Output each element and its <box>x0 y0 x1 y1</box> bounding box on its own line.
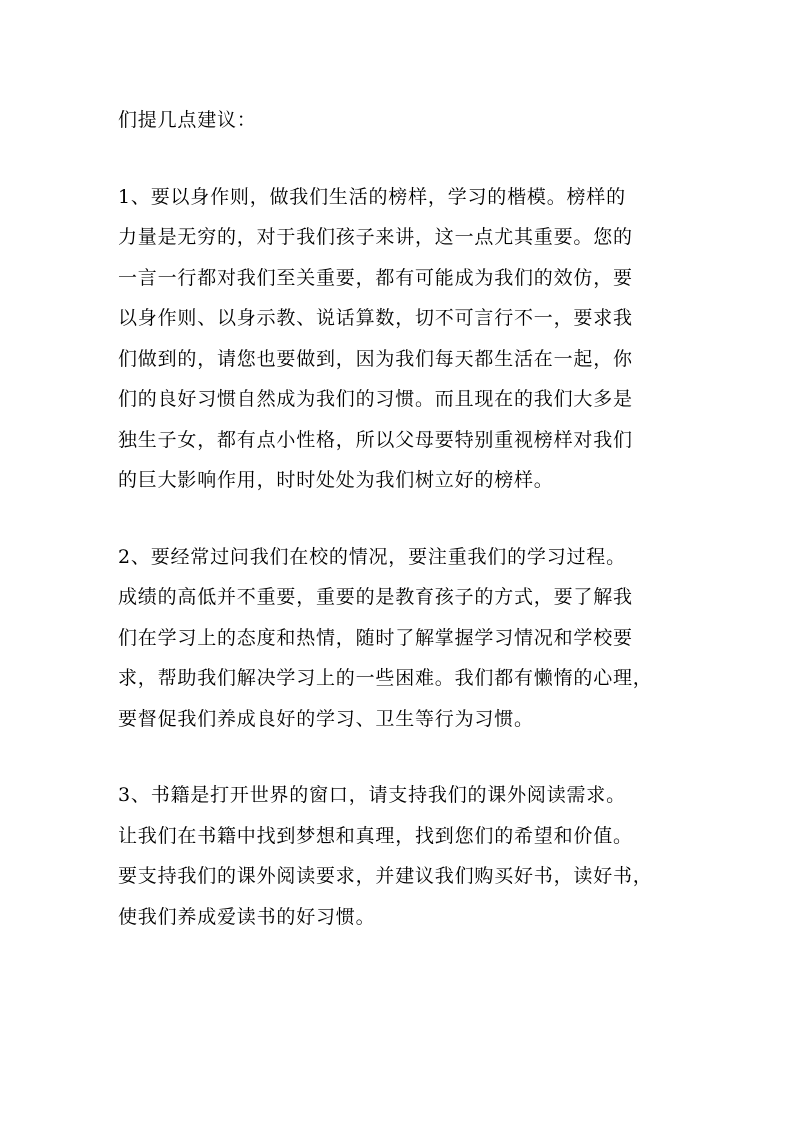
paragraph-gap <box>118 739 678 775</box>
text-line: 求，帮助我们解决学习上的一些困难。我们都有懒惰的心理， <box>118 667 653 689</box>
text-line: 3、书籍是打开世界的窗口，请支持我们的课外阅读需求。 <box>118 784 626 806</box>
document-body <box>118 100 678 937</box>
text-line: 以身作则、以身示教、说话算数，切不可言行不一，要求我 <box>118 307 633 329</box>
text-line: 让我们在书籍中找到梦想和真理，找到您们的希望和价值。 <box>118 824 633 847</box>
text-line: 们在学习上的态度和热情，随时了解掌握学习情况和学校要 <box>118 626 633 649</box>
text-line: 成绩的高低并不重要，重要的是教育孩子的方式，要了解我 <box>118 586 633 608</box>
text-line: 的巨大影响作用，时时处处为我们树立好的榜样。 <box>118 469 554 491</box>
text-line: 要督促我们养成良好的学习、卫生等行为习惯。 <box>118 707 534 730</box>
paragraph-gap <box>118 501 678 537</box>
suggestion-paragraph-2 <box>118 537 678 740</box>
text-line: 一言一行都对我们至关重要，都有可能成为我们的效仿，要 <box>118 266 633 289</box>
suggestion-paragraph-3 <box>118 775 678 937</box>
suggestion-paragraph-1 <box>118 177 678 501</box>
intro-paragraph <box>118 100 678 141</box>
text-line: 独生子女，都有点小性格，所以父母要特别重视榜样对我们 <box>118 428 633 451</box>
text-line: 们做到的，请您也要做到，因为我们每天都生活在一起，你 <box>118 347 633 370</box>
text-line: 2、要经常过问我们在校的情况，要注重我们的学习过程。 <box>118 545 626 568</box>
text-line: 1、要以身作则，做我们生活的榜样，学习的楷模。榜样的 <box>118 185 626 208</box>
text-line: 们提几点建议： <box>118 109 257 131</box>
paragraph-gap <box>118 141 678 177</box>
text-line: 要支持我们的课外阅读要求，并建议我们购买好书，读好书， <box>118 865 653 887</box>
text-line: 们的良好习惯自然成为我们的习惯。而且现在的我们大多是 <box>118 388 633 410</box>
text-line: 力量是无穷的，对于我们孩子来讲，这一点尤其重要。您的 <box>118 226 633 248</box>
text-line: 使我们养成爱读书的好习惯。 <box>118 905 376 928</box>
